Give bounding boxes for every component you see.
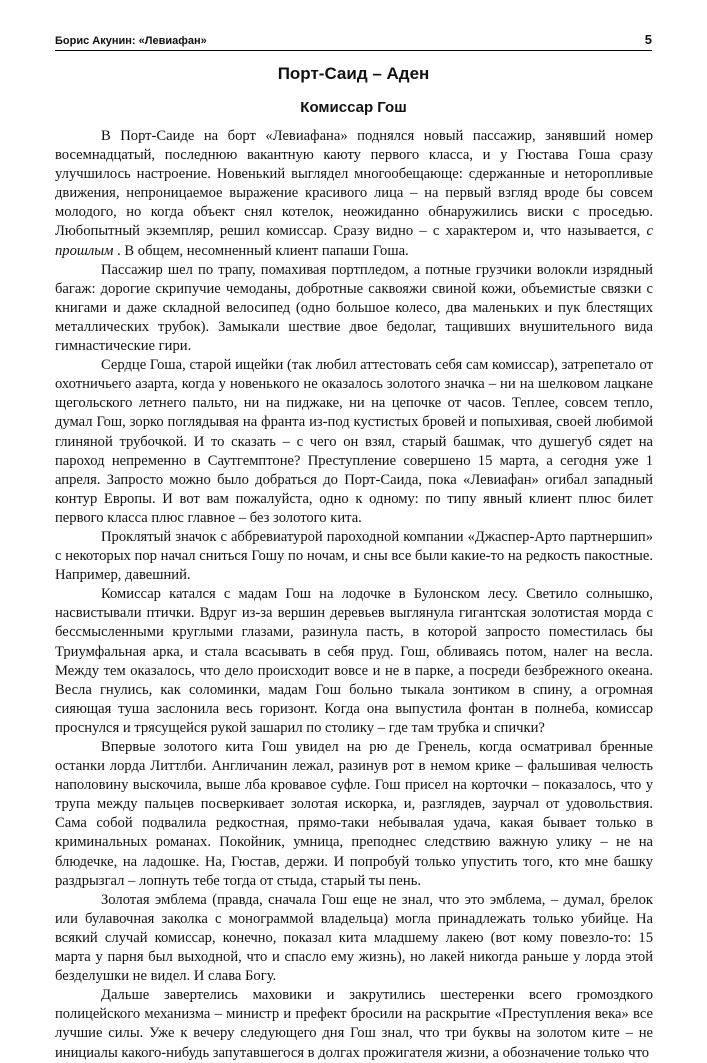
page-number: 5: [644, 32, 652, 47]
paragraph: Дальше завертелись маховики и закрутились шестеренки всего громоздкого полицейского механизма – министр и префект бросили на раскрытие «Преступления века» все лучшие силы. Уже к вечеру следующего дня Гош знал, что три буквы на золотом ките – не инициалы какого-нибудь запутавшегося в долгах прожигателя жизни, а обозначение только что: [55, 987, 653, 1061]
paragraph: Проклятый значок с аббревиатурой пароходной компании «Джаспер-Арто партнершип» с некоторых пор начал сниться Гошу по ночам, и сны все были какие-то на редкость пакостные. Например, давешний.: [55, 528, 653, 584]
section-title: Комиссар Гош: [300, 99, 407, 116]
chapter-title: Порт-Саид – Аден: [277, 64, 430, 83]
body-text: [55, 127, 653, 1061]
paragraph: Золотая эмблема (правда, сначала Гош еще не знал, что это эмблема, – думал, брелок или булавочная заколка с монограммой владельца) могла принадлежать только убийце. На всякий случай комиссар, конечно, показал кита младшему лакею (вот кому повезло-то: 15 марта у парня был выходной, что и спасло ему жизнь), но лакей никогда раньше у лорда этой безделушки не видел. И слава Богу.: [55, 891, 653, 985]
paragraph: Комиссар катался с мадам Гош на лодочке в Булонском лесу. Светило солнышко, насвистывали птички. Вдруг из-за вершин деревьев выглянула гигантская золотистая морда с бессмысленными круглыми глазами, разинула пасть, в которой запросто поместилась бы Триумфальная арка, и стала всасывать в себя пруд. Гош, обливаясь потом, налег на весла. Между тем оказалось, что дело происходит вовсе и не в парке, а посреди безбрежного океана. Весла гнулись, как соломинки, мадам Гош больно тыкала зонтиком в спину, а огромная сияющая туша заслонила весь горизонт. Когда она выпустила фонтан в полнеба, комиссар проснулся и трясущейся рукой зашарил по столику – где там трубка и спички?: [55, 586, 653, 736]
paragraph: Сердце Гоша, старой ищейки (так любил аттестовать себя сам комиссар), затрепетало от охотничьего азарта, когда у новенького не оказалось золотого значка – ни на шелковом лацкане щегольского летнего пальто, ни на пиджаке, ни на цепочке от часов. Теплее, совсем тепло, думал Гош, зорко поглядывая на франта из-под кустистых бровей и попыхивая, своей любимой глиняной трубочкой. И то сказать – с чего он взял, старый башмак, что душегуб сядет на пароход непременно в Саутгемптоне? Преступление совершено 15 марта, а сегодня уже 1 апреля. Запросто можно было добраться до Порт-Саида, пока «Левиафан» огибал западный контур Европы. И вот вам пожалуйста, одно к одному: по типу явный клиент плюс билет первого класса плюс главное – без золотого кита.: [55, 357, 653, 526]
book-title: Борис Акунин: «Левиафан»: [55, 35, 207, 47]
emphasis: с прошлым: [55, 223, 653, 259]
paragraph: Пассажир шел по трапу, помахивая портпледом, а потные грузчики волокли изрядный багаж: дорогие скрипучие чемоданы, добротные саквояжи свиной кожи, объемистые связки с книгами и даже складной велосипед (одно большое колесо, два маленьких и пук блестящих металлических трубок). Замыкали шествие двое бедолаг, тащивших внушительного вида гимнастические гири.: [55, 261, 653, 355]
paragraph: Впервые золотого кита Гош увидел на рю де Гренель, когда осматривал бренные останки лорда Литтлби. Англичанин лежал, разинув рот в немом крике – фальшивая челюсть наполовину выскочила, выше лба кровавое суфле. Гош присел на корточки – показалось, что у трупа между пальцев посверкивает золотая искорка, и, разглядев, заурчал от удовольствия. Сама собой подвалила редкостная, прямо-таки небывалая удача, какая бывает только в криминальных романах. Покойник, умница, преподнес следствию важную улику – не на блюдечке, на ладошке. На, Гюстав, держи. И попробуй только упустить того, кто мне башку раздрызгал – лопнуть тебе тогда от стыда, старый ты пень.: [55, 739, 653, 889]
paragraph: В Порт-Саиде на борт «Левиафана» поднялся новый пассажир, занявший номер восемнадцатый, последнюю вакантную каюту первого класса, и у Гюстава Гоша сразу улучшилось настроение. Новенький выглядел многообещающе: сдержанные и неторопливые движения, непроницаемое выражение красивого лица – на первый взгляд вроде бы совсем молодого, но когда объект снял котелок, неожиданно обнаружились виски с проседью. Любопытный экземпляр, решил комиссар. Сразу видно – с характером и, что называется, с прошлым . В общем, несомненный клиент папаши Гоша.: [55, 128, 653, 259]
running-header: [55, 32, 652, 51]
